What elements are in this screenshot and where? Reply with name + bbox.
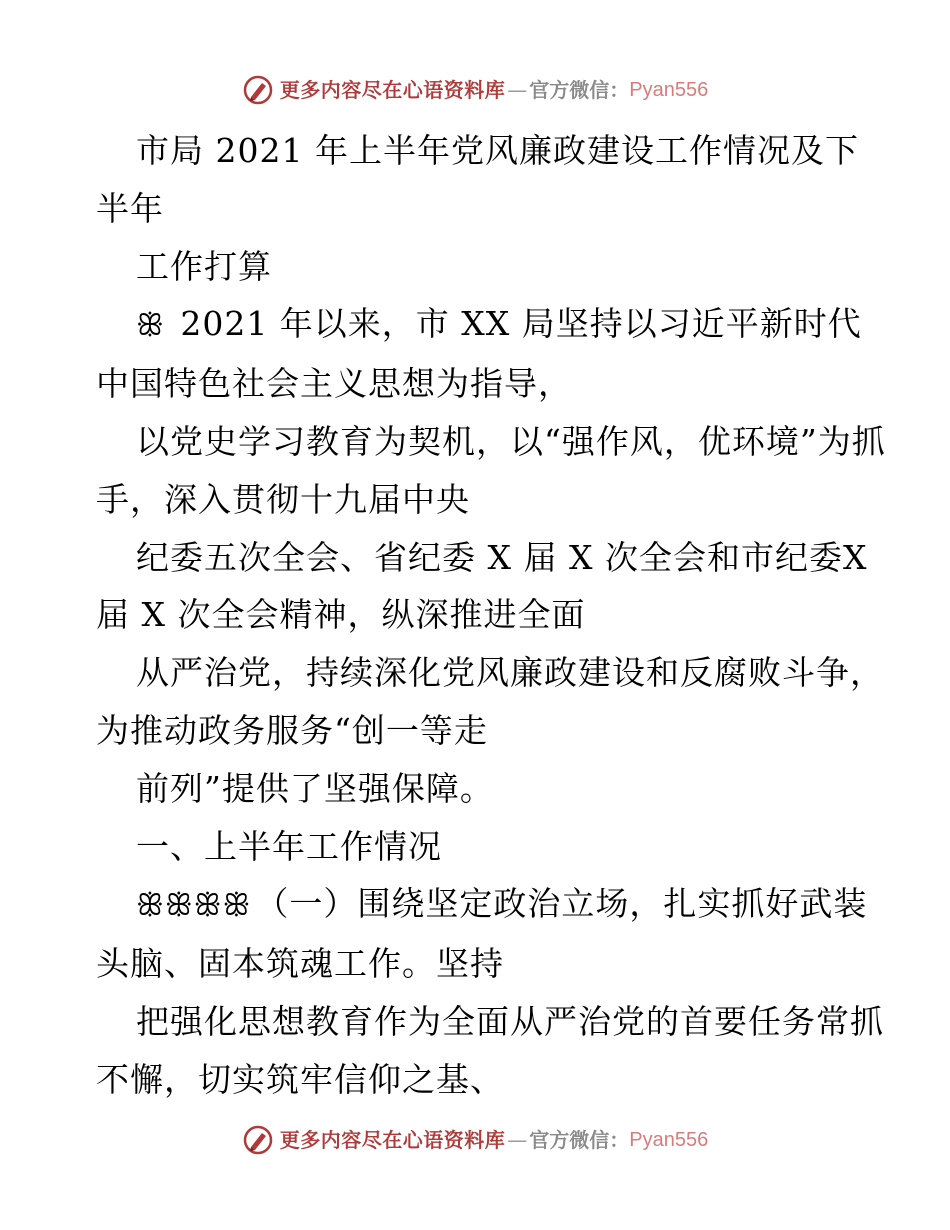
doc-title-line-1 xyxy=(96,122,886,238)
watermark-header xyxy=(0,70,950,110)
paragraph-text: 工作打算 xyxy=(136,246,272,286)
watermark-footer xyxy=(0,1120,950,1160)
document-body xyxy=(96,122,886,1109)
ornament-icon: ꕥꕥꕥꕥ xyxy=(136,888,252,924)
watermark-main-text: 更多内容尽在心语资料库 xyxy=(279,1128,506,1152)
paragraph-text: 以党史学习教育为契机，以“强作风，优环境”为抓手，深入贯彻十九届中央 xyxy=(96,421,886,519)
watermark-label: 官方微信： xyxy=(529,1128,630,1152)
pen-logo-icon xyxy=(242,74,274,106)
paragraph-text: 前列”提供了坚强保障。 xyxy=(136,768,494,808)
paragraph-text: （一）围绕坚定政治立场，扎实抓好武装头脑、固本筑魂工作。坚持 xyxy=(96,884,868,984)
paragraph xyxy=(96,993,886,1109)
paragraph-text: 纪委五次全会、省纪委 X 届 X 次全会和市纪委X 届 X 次全会精神，纵深推进全面 xyxy=(96,537,868,635)
paragraph xyxy=(96,529,886,645)
paragraph xyxy=(96,760,886,818)
watermark-separator: — xyxy=(507,1128,528,1152)
watermark-wechat-id: Pyan556 xyxy=(629,1129,709,1151)
paragraph xyxy=(96,875,886,993)
watermark-wechat-id: Pyan556 xyxy=(629,79,709,101)
paragraph xyxy=(96,413,886,529)
paragraph-text: 市局 2021 年上半年党风廉政建设工作情况及下半年 xyxy=(96,131,859,228)
ornament-icon: ꕥ xyxy=(136,308,165,344)
watermark-label: 官方微信： xyxy=(529,78,630,102)
paragraph-text: 2021 年以来，市 XX 局坚持以习近平新时代中国特色社会主义思想为指导， xyxy=(96,304,862,404)
paragraph xyxy=(96,644,886,760)
paragraph-text: 把强化思想教育作为全面从严治党的首要任务常抓不懈，切实筑牢信仰之基、 xyxy=(96,1001,884,1099)
paragraph xyxy=(96,295,886,413)
watermark-separator: — xyxy=(507,78,528,102)
watermark-main-text: 更多内容尽在心语资料库 xyxy=(279,78,506,102)
pen-logo-icon xyxy=(242,1124,274,1156)
section-heading xyxy=(96,818,886,876)
paragraph-text: 一、上半年工作情况 xyxy=(136,826,442,866)
doc-title-line-2 xyxy=(96,238,886,296)
paragraph-text: 从严治党，持续深化党风廉政建设和反腐败斗争，为推动政务服务“创一等走 xyxy=(96,653,884,750)
